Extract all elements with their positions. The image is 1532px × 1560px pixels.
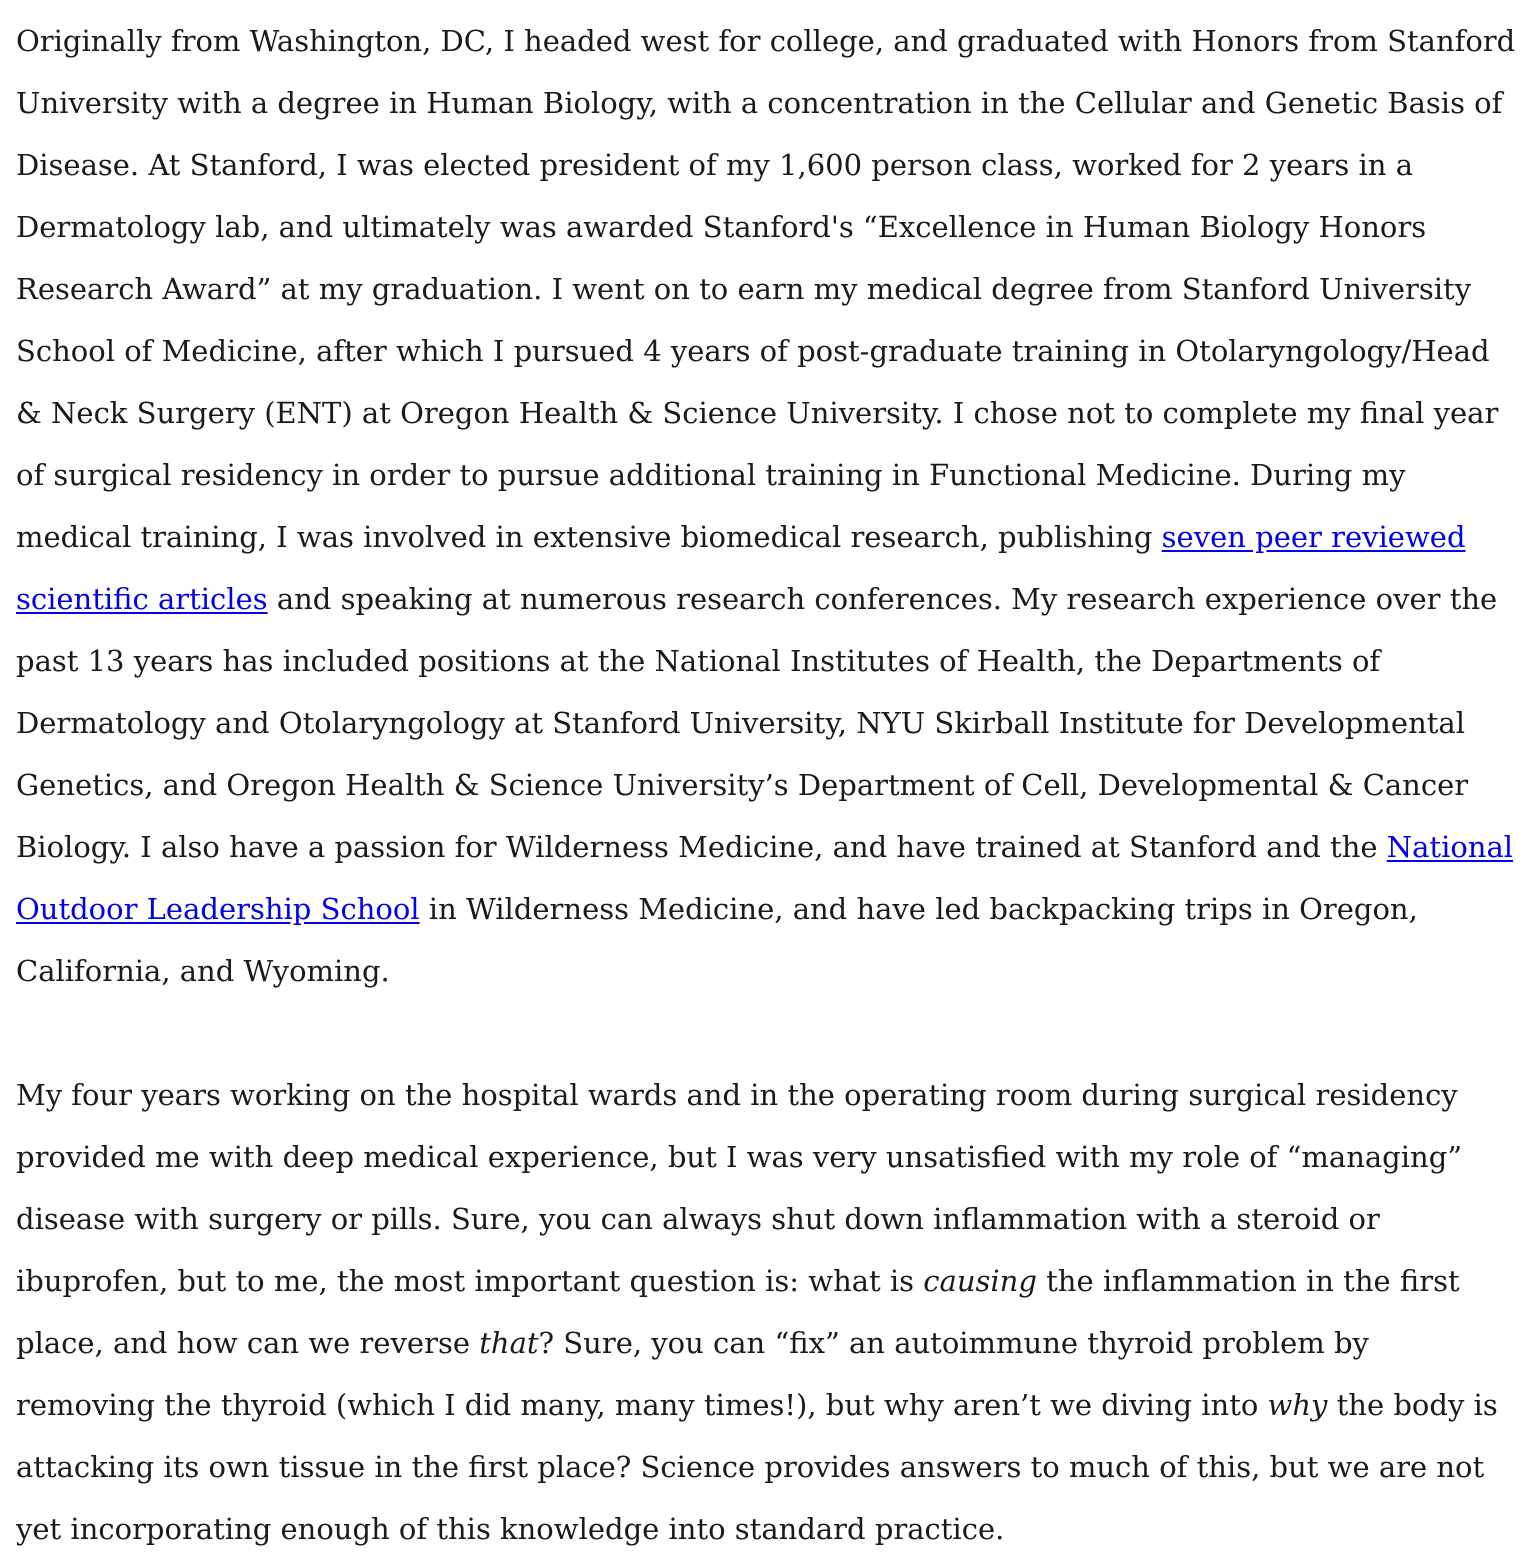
- emphasis-causing: causing: [923, 1264, 1037, 1298]
- paragraph-text: and speaking at numerous research conferences. My research experience over the past 13 years has included positions at the National Institutes of Health, the Departments of Dermatology and Otolaryngology at Stanford University, NYU Skirball Institute for Developmental Genetics, and Oregon Health & Science University’s Department of Cell, Developmental & Cancer Biology. I also have a passion for Wilderness Medicine, and have trained at Stanford and the: [16, 582, 1498, 864]
- paragraph-text: ? Sure, you can “fix” an autoimmune thyroid problem by removing the thyroid (which I did many, many times!), but why aren’t we diving into: [16, 1326, 1369, 1422]
- paragraph-text: the inflammation in the first place, and how can we reverse: [16, 1264, 1460, 1360]
- bio-paragraph-philosophy: [16, 1064, 1516, 1560]
- emphasis-that: that: [479, 1326, 539, 1360]
- nols-link[interactable]: National Outdoor Leadership School: [16, 830, 1514, 926]
- paragraph-text: Originally from Washington, DC, I headed west for college, and graduated with Honors from Stanford University with a degree in Human Biology, with a concentration in the Cellular and Genetic Basis of Disease. At Stanford, I was elected president of my 1,600 person class, worked for 2 years in a Dermatology lab, and ultimately was awarded Stanford's “Excellence in Human Biology Honors Research Award” at my graduation. I went on to earn my medical degree from Stanford University School of Medicine, after which I pursued 4 years of post-graduate training in Otolaryngology/Head & Neck Surgery (ENT) at Oregon Health & Science University. I chose not to complete my final year of surgical residency in order to pursue additional training in Functional Medicine. During my medical training, I was involved in extensive biomedical research, publishing: [16, 24, 1516, 554]
- paragraph-text: the body is attacking its own tissue in the first place? Science provides answers to much of this, but we are not yet incorporating enough of this knowledge into standard practice.: [16, 1388, 1498, 1546]
- paragraph-text: in Wilderness Medicine, and have led backpacking trips in Oregon, California, and Wyoming.: [16, 892, 1418, 988]
- paragraph-text: My four years working on the hospital wards and in the operating room during surgical residency provided me with deep medical experience, but I was very unsatisfied with my role of “managing” disease with surgery or pills. Sure, you can always shut down inflammation with a steroid or ibuprofen, but to me, the most important question is: what is: [16, 1078, 1463, 1298]
- bio-paragraph-education: [16, 10, 1516, 1002]
- publications-link[interactable]: seven peer reviewed scientific articles: [16, 520, 1466, 616]
- emphasis-why: why: [1267, 1388, 1328, 1422]
